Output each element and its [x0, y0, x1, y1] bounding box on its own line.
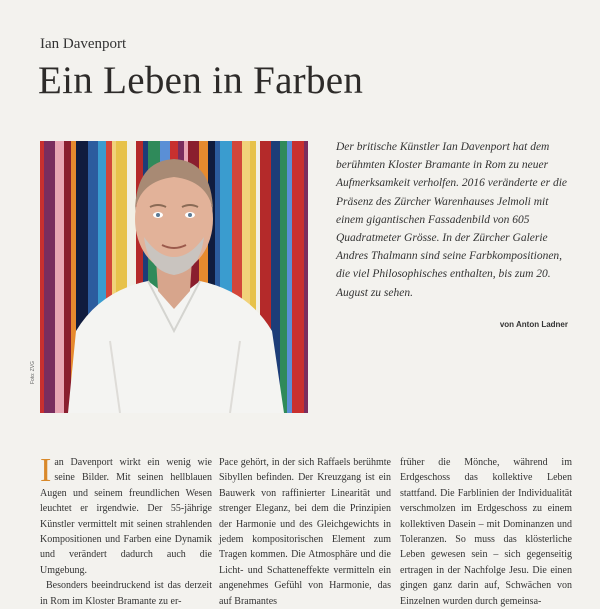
intro-text: Der britische Künstler Ian Davenport hat dem berühmten Kloster Bramante in Rom zu neuer Aufmerksamkeit verholfen. 2016 veränderte er die Präsenz des Zürcher Warenhauses Jelmoli mit einem gigantischen Fassadenbild von 605 Quadratmeter Grösse. In der Zürcher Galerie Andres Thalmann sind seine Farbkompositionen, die viel Philosophisches enthalten, bis zum 20. August zu sehen.	[336, 141, 567, 299]
drop-cap: I	[40, 452, 52, 489]
portrait-photo	[40, 141, 308, 413]
byline: von Anton Ladner	[499, 320, 568, 329]
photo-credit: Foto: ZVG	[30, 360, 36, 384]
body-column-2	[219, 455, 391, 609]
body-column-3	[400, 455, 572, 609]
paragraph: Ian Davenport wirkt ein wenig wie seine Bilder. Mit seinen hellblauen Augen und seinem freundlichen Wesen leuchtet er irgendwie. Der 55-jährige Künstler vermittelt mit seinen strahlenden Kompositionen und Farben eine Dynamik und verändert dadurch auch die Umgebung.	[40, 452, 212, 576]
paragraph: Besonders beeindruckend ist das derzeit in Rom im Kloster Bramante zu er-	[40, 580, 212, 607]
body-column-1	[40, 452, 212, 609]
headline: Ein Leben in Farben	[38, 59, 364, 102]
paragraph: früher die Mönche, während im Erdgeschoss das kollektive Leben stattfand. Die Farblinien der Individualität verschmolzen im Erdgeschoss zu einem kollektiven Dasein – mit Dominanzen und Toleranzen. So muss das klösterliche Leben gewesen sein – sich gegenseitig ertragen in der Nachfolge Jesu. Die einen gingen ganz darin auf, Schwächen von Einzelnen wurden durch gemeinsa-	[400, 457, 572, 607]
author-name: Ian Davenport	[40, 36, 127, 52]
paragraph: Pace gehört, in der sich Raffaels berühmte Sibyllen befinden. Der Kreuzgang ist ein Bauwerk von raffinierter Linearität und strenger Eleganz, bei dem die Prinzipien der Harmonie und des Gleichgewichts in jedem kompositorischen Element zum Tragen kommen. Die Atmosphäre und die Licht- und Schatteneffekte vermitteln ein angenehmes Gefühl von Harmonie, das auf Bramantes	[219, 457, 391, 607]
